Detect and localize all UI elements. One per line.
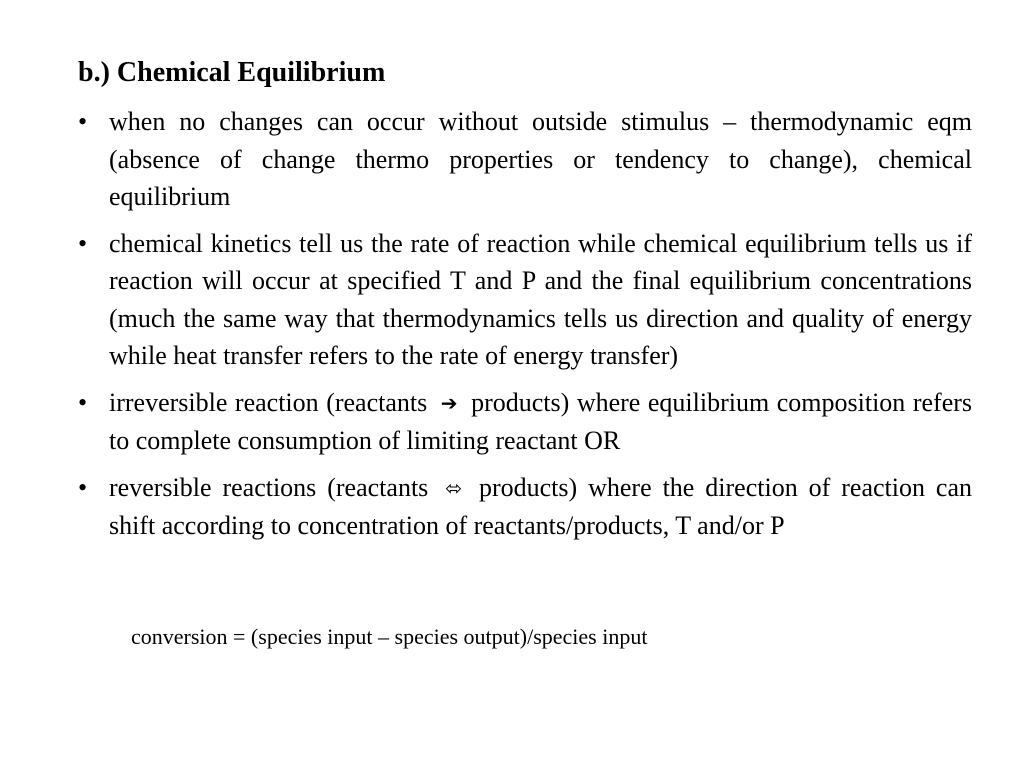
bullet-text-before: reversible reactions (reactants: [109, 472, 429, 502]
bullet-text: chemical kinetics tell us the rate of reaction while chemical equilibrium tells us if reaction will occur at specified T and P and the final equilibrium concentrations (much the same way that thermodynamics tells us direction and quality of energy while heat transfer refers to the rate of energy transfer): [109, 228, 972, 370]
bullet-list: [78, 103, 972, 554]
bullet-item: [78, 469, 972, 545]
bullet-marker: •: [78, 472, 88, 502]
bullet-marker: •: [78, 228, 88, 258]
double-arrow-icon: ⬄: [445, 475, 463, 500]
slide-title: b.) Chemical Equilibrium: [78, 57, 386, 88]
bullet-item: [78, 384, 972, 460]
conversion-formula: conversion = (species input – species output)/species input: [131, 624, 648, 649]
right-arrow-icon: ➔: [440, 390, 458, 415]
bullet-marker: •: [78, 107, 88, 136]
bullet-marker: •: [78, 387, 88, 417]
bullet-item: [78, 225, 972, 375]
bullet-text: when no changes can occur without outside stimulus – thermodynamic eqm (absence of change thermo properties or tendency to change), chemical equilibrium: [109, 107, 972, 211]
bullet-text-after: products) where the direction of reaction can shift according to concentration of reactants/products, T and/or P: [109, 472, 973, 540]
bullet-text-after: products) where equilibrium composition refers to complete consumption of limiting reactant OR: [109, 387, 973, 455]
bullet-text-before: irreversible reaction (reactants: [109, 387, 428, 417]
bullet-item: [78, 103, 972, 216]
